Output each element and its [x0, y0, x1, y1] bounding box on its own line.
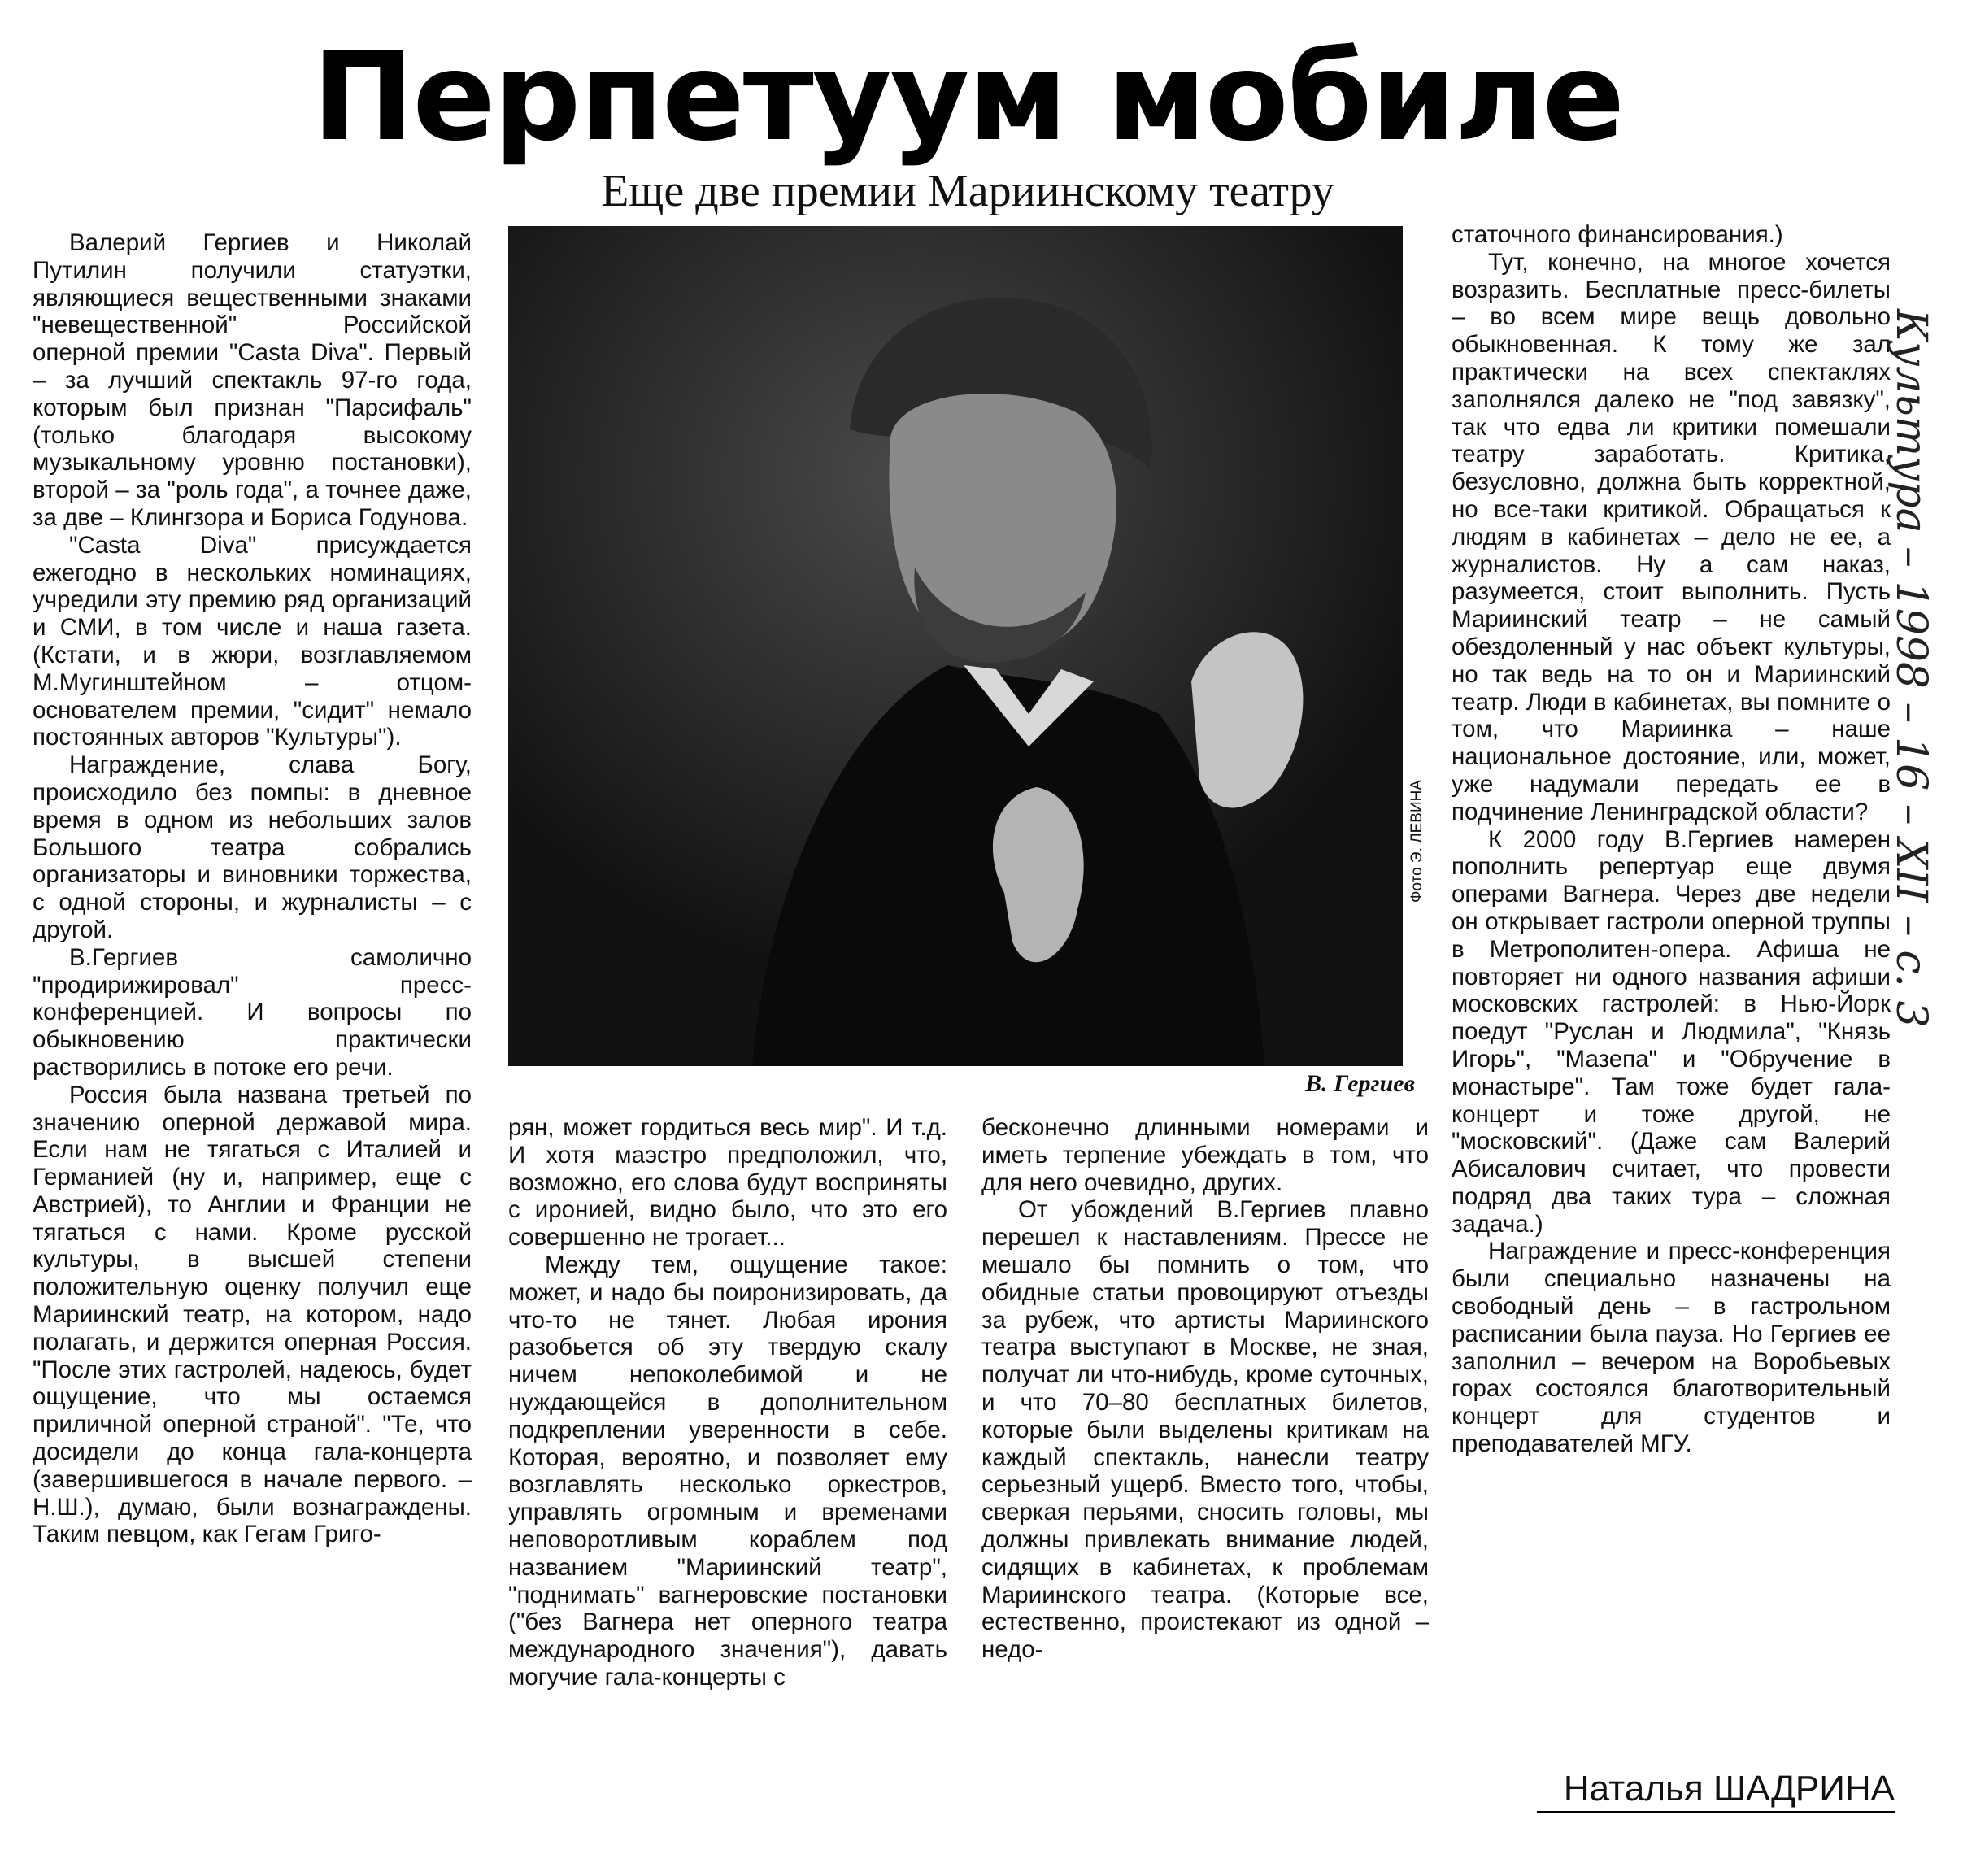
photo-credit: Фото Э. ЛЕВИНА	[1408, 779, 1425, 903]
paragraph: От убождений В.Гергиев плавно перешел к наставлениям. Прессе не мешало бы помнить о том, что обидные статьи провоцируют отъезды за рубеж, что артисты Мариинского театра выступают в Москве, не зная, получат ли что-нибудь, кроме суточных, и что 70–80 бесплатных билетов, которые были выделены критикам на каждый спектакль, нанесли театру серьезный ущерб. Вместо того, чтобы, сверкая перьями, сносить головы, мы должны привлекать внимание людей, сидящих в кабинетах, к проблемам Мариинского театра. (Которые все, естественно, проистекают из одной – недо-	[981, 1196, 1429, 1664]
paragraph: Награждение и пресс-конференция были специально назначены на свободный день – в гастрольном расписании была пауза. Но Гергиев ее заполнил – вечером на Воробьевых горах состоялся благотворительный концерт для студентов и преподавателей МГУ.	[1452, 1238, 1891, 1458]
column-4	[1452, 221, 1891, 1766]
paragraph: "Casta Diva" присуждается ежегодно в нескольких номинациях, учредили эту премию ряд организаций и СМИ, в том числе и наша газета. (Кстати, и в жюри, возглавляемом М.Мугинштейном – отцом-основателем премии, "сидит" немало постоянных авторов "Культуры").	[33, 531, 472, 751]
paragraph: В.Гергиев самолично "продирижировал" пресс-конференцией. И вопросы по обыкновению практически растворились в потоке его речи.	[33, 943, 472, 1081]
paragraph: Награждение, слава Богу, происходило без помпы: в дневное время в одном из небольших залов Большого театра собрались организаторы и виновники торжества, с одной стороны, и журналисты – с другой.	[33, 751, 472, 943]
column-3	[981, 1114, 1429, 1842]
column-1	[33, 229, 472, 1843]
handwritten-note: Культура – 1998 – 16 – XII – с. 3	[1887, 309, 1935, 1028]
paragraph: Валерий Гергиев и Николай Путилин получили статуэтки, являющиеся вещественными знаками "невещественной" Российской оперной премии "Casta Diva". Первый – за лучший спектакль 97-го года, которым был признан "Парсифаль" (только благодаря высокому музыкальному уровню постановки), второй – за "роль года", а точнее даже, за две – Клингзора и Бориса Годунова.	[33, 229, 472, 531]
paragraph: К 2000 году В.Гергиев намерен пополнить репертуар еще двумя операми Вагнера. Через две недели он открывает гастроли оперной труппы в Метрополитен-опера. Афиша не повторяет ни одного названия афиши московских гастролей: в Нью-Йорк поедут "Руслан и Людмила", "Князь Игорь", "Мазепа" и "Обручение в монастыре". Там тоже будет гала-концерт и тоже другой, не "московский". (Даже сам Валерий Абисалович считает, что провести подряд два таких тура – сложная задача.)	[1452, 825, 1891, 1238]
conductor-photo	[508, 226, 1403, 1066]
paragraph: статочного финансирования.)	[1452, 221, 1783, 248]
byline: Наталья ШАДРИНА	[1537, 1766, 1895, 1813]
paragraph: Между тем, ощущение такое: может, и надо бы поиронизировать, да что-то не тянет. Любая ирония разобьется об эту твердую скалу ничем непоколебимой и не нуждающейся в дополнительном подкреплении уверенности в себе. Которая, вероятно, и позволяет ему возглавлять несколько оркестров, управлять огромным и временами неповоротливым кораблем под названием "Мариинский театр", "поднимать" вагнеровские постановки ("без Вагнера нет оперного театра международного значения"), давать могучие гала-концерты с	[508, 1251, 947, 1691]
paragraph: Тут, конечно, на многое хочется возразить. Бесплатные пресс-билеты – во всем мире вещь довольно обыкновенная. К тому же зал практически на всех спектаклях заполнялся далеко не "под завязку", так что едва ли критики помешали театру заработать. Критика, безусловно, должна быть корректной, но все-таки критикой. Обращаться к людям в кабинетах – дело не ее, а журналистов. Ну а сам наказ, разумеется, стоит выполнить. Пусть Мариинский театр – не самый обездоленный у нас объект культуры, но так ведь на то он и Мариинский театр. Люди в кабинетах, вы помните о том, что Мариинка – наше национальное достояние, или, может, уже надумали передать ее в подчинение Ленинградской области?	[1452, 248, 1891, 825]
column-2	[508, 1114, 947, 1842]
subheadline: Еще две премии Мариинскому театру	[601, 166, 1334, 216]
photo-caption: В. Гергиев	[1304, 1070, 1415, 1097]
headline: Перпетуум мобиле	[311, 27, 1624, 168]
conductor-photo-illustration	[508, 226, 1403, 1066]
paragraph: рян, может гордиться весь мир". И т.д. И хотя маэстро предположил, что, возможно, его слова будут восприняты с иронией, видно было, что это его совершенно не трогает...	[508, 1114, 947, 1251]
paragraph: бесконечно длинными номерами и иметь терпение убеждать в том, что для него очевидно, других.	[981, 1114, 1429, 1196]
paragraph: Россия была названа третьей по значению оперной державой мира. Если нам не тягаться с Италией и Германией (ну и, например, еще с Австрией), то Англии и Франции не тягаться с нами. Кроме русской культуры, в высшей степени положительную оценку получил еще Мариинский театр, на котором, надо полагать, и держится оперная Россия. "После этих гастролей, надеюсь, будет ощущение, что мы остаемся приличной оперной страной". "Те, что досидели до конца гала-концерта (завершившегося в начале первого. – Н.Ш.), думаю, были вознаграждены. Таким певцом, как Гегам Григо-	[33, 1081, 472, 1548]
